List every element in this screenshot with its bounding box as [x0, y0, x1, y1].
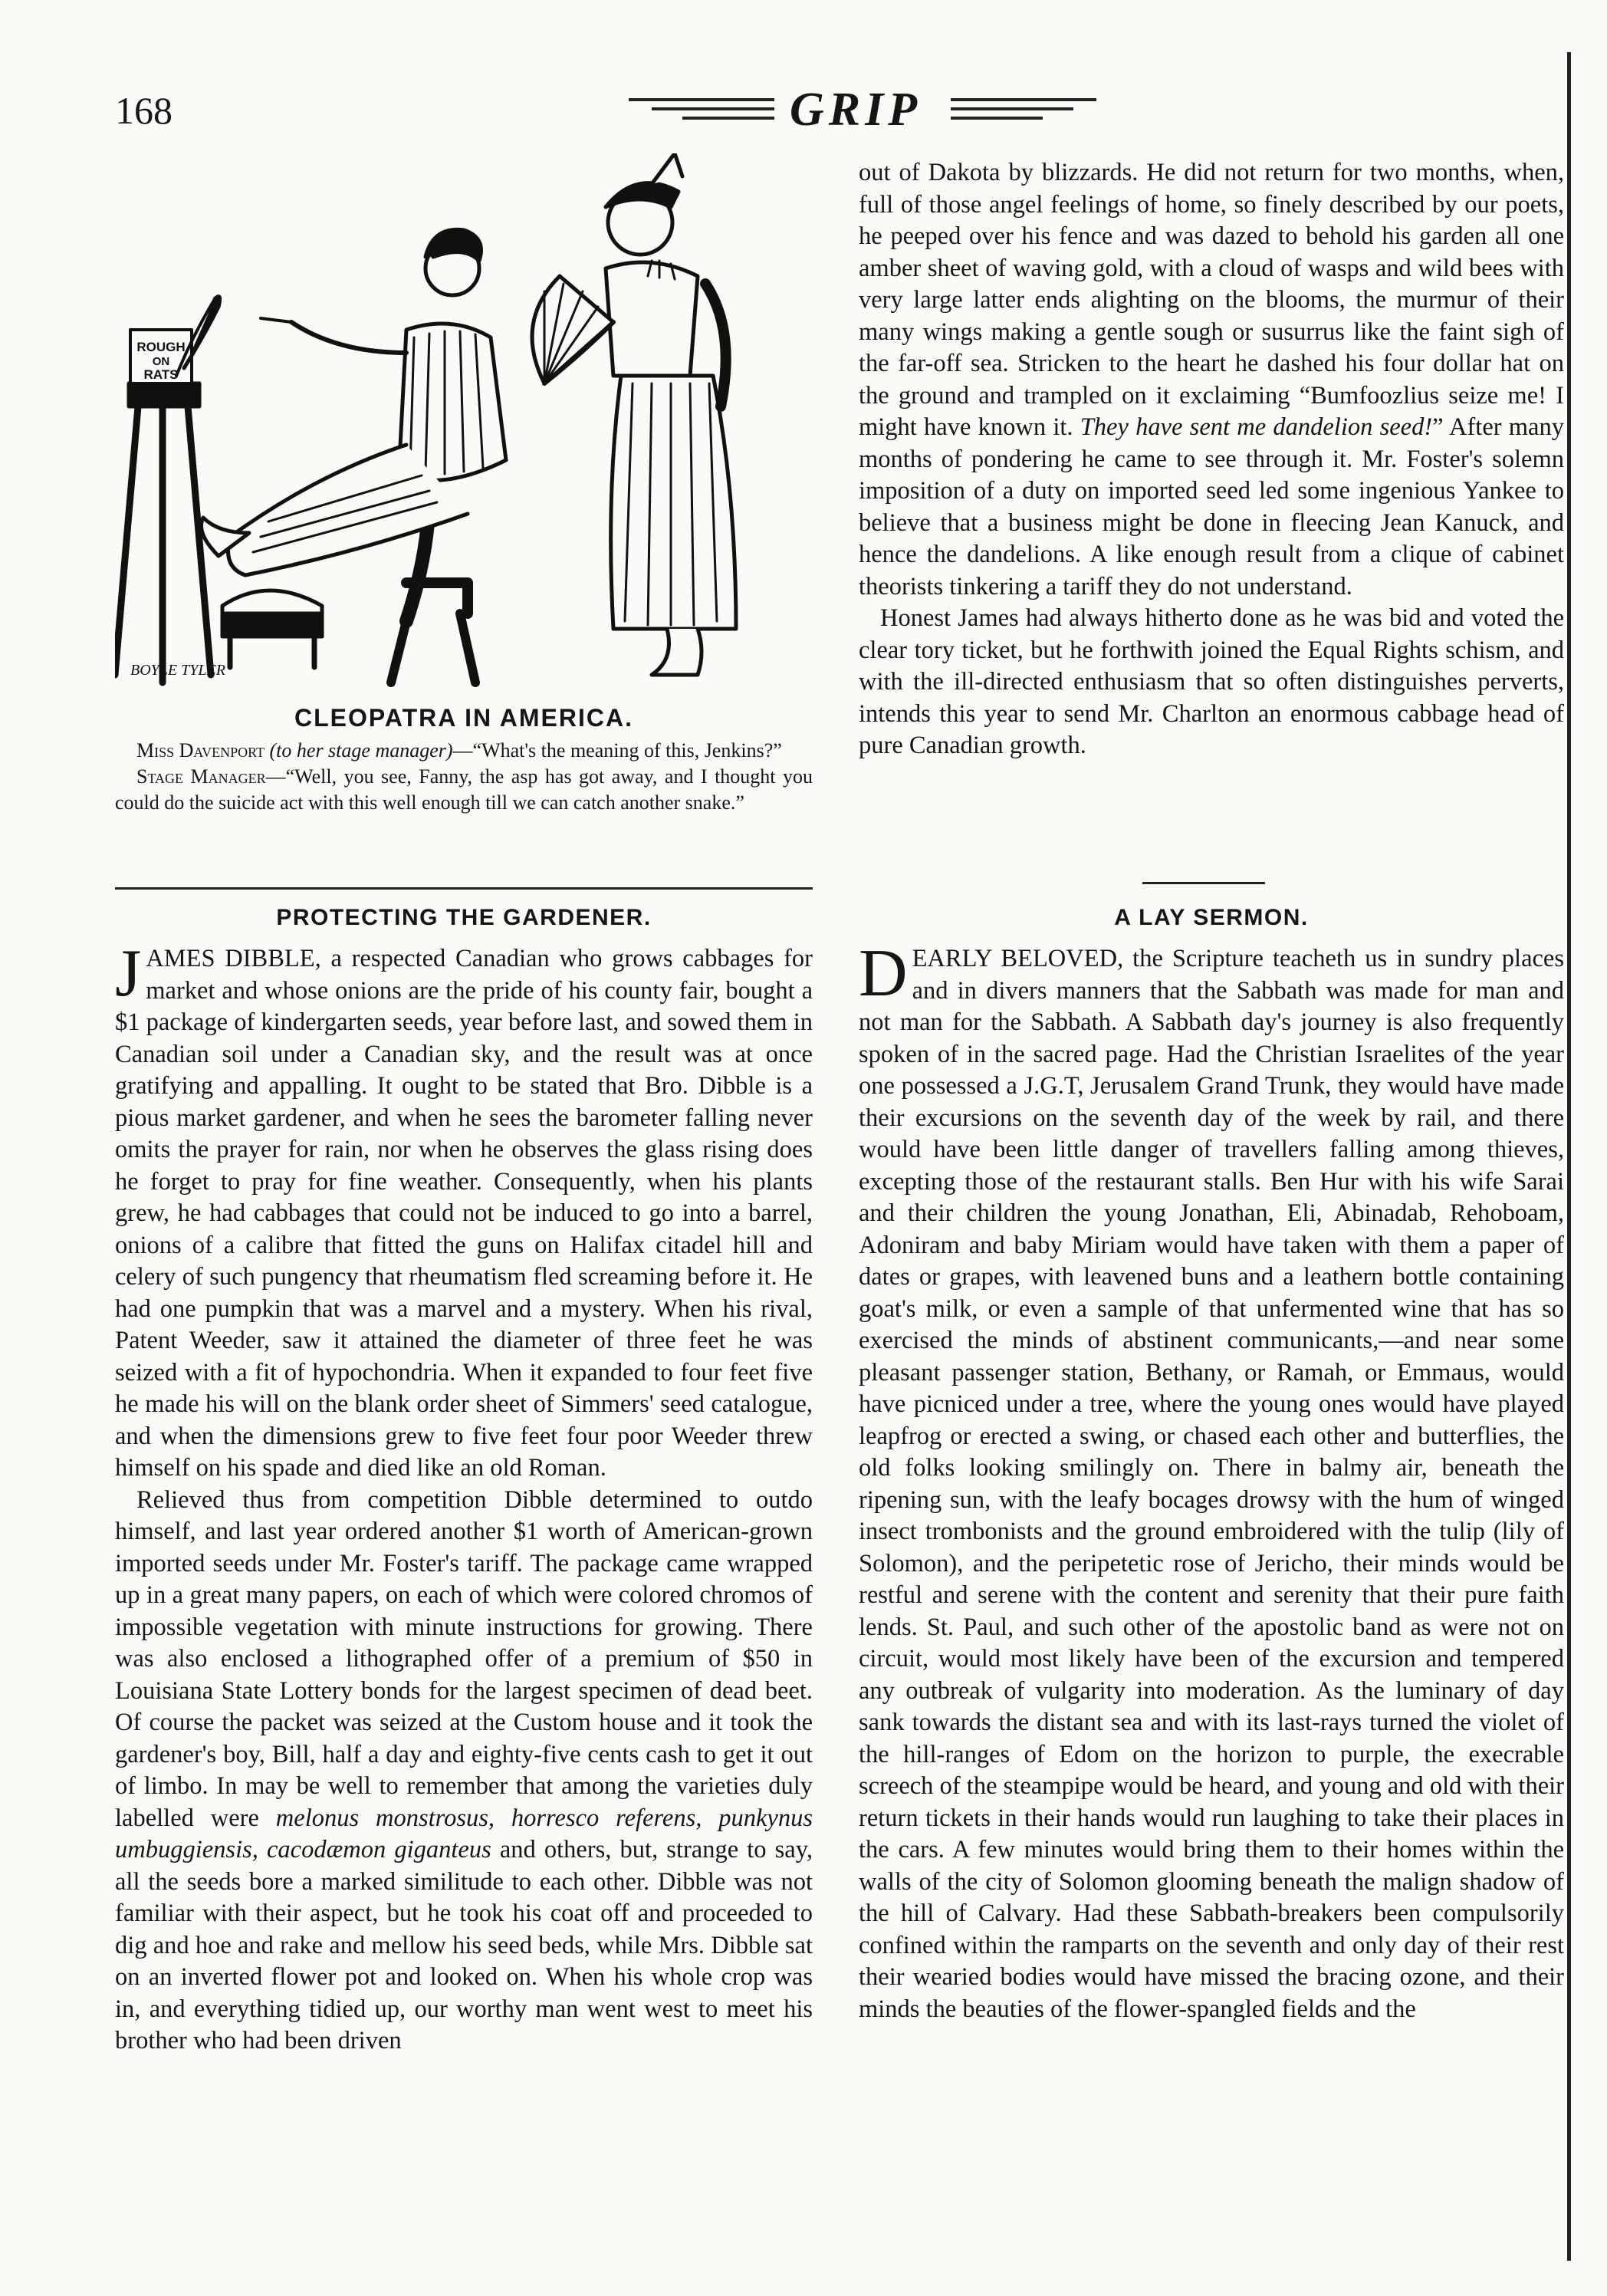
paragraph-text: out of Dakota by blizzards. He did not return for two months, when, full of those angel feelings of home, so finely described by our poets, he peeped over his fence and was dazed to behold his garden all one amber sheet of waving gold, with a cloud of wasps and wild bees with very large latter ends alighting on the blooms, the murmur of their many wings making a gentle sough or susurrus like the faint sigh of the far-off sea. Stricken to the heart he dashed his four dollar hat on the ground and trampled on it exclaiming “Bumfoozlius seize me! I might have known it. — [859, 159, 1564, 441]
article-paragraph — [859, 157, 1564, 603]
masthead-rule-right — [951, 117, 1043, 120]
paragraph-text: Relieved thus from competition Dibble determined to outdo himself, and last year ordered another $1 worth of American-grown imported seeds under Mr. Foster's tariff. The package came wrapped up in a great many papers, on each of which were colored chromos of impossible vegetation with minute instructions for growing. There was also enclosed a lithographed offer of a premium of $50 in Louisiana State Lottery bonds for the largest specimen of dead beet. Of course the packet was seized at the Custom house and it took the gardener's boy, Bill, half a day and eighty-five cents cash to get it out of limbo. In may be well to remember that among the varieties duly labelled were — [115, 1485, 813, 1832]
article-sermon-column — [859, 936, 1564, 2025]
sign-text-2: ON — [152, 355, 170, 368]
paragraph-text: and others, but, strange to say, all the seeds bore a marked similitude to each other. Dibble was not familiar with their aspect, but he took his coat off and proceeded to dig and hoe and rake and mellow his seed beds, while Mrs. Dibble sat on an inverted flower pot and looked on. When his whole crop was in, and everything tidied up, our worthy man went west to meet his brother who had been driven — [115, 1836, 813, 2054]
page-number: 168 — [115, 89, 173, 132]
caption-line-1 — [115, 738, 813, 764]
masthead-rule-left — [682, 117, 774, 120]
masthead-rule-left — [629, 98, 774, 101]
drop-cap: D — [859, 936, 908, 1011]
cartoon-signature: BOYLE TYLER — [130, 662, 225, 679]
cartoon-title: CLEOPATRA IN AMERICA. — [294, 704, 633, 732]
masthead — [613, 83, 1119, 137]
cartoon-caption — [115, 738, 813, 816]
cleopatra-cartoon — [115, 153, 813, 690]
masthead-title: GRIP — [790, 84, 922, 136]
article-heading-gardener: PROTECTING THE GARDENER. — [276, 905, 652, 930]
sign-text-3: RATS — [143, 367, 179, 382]
article-heading-sermon: A LAY SERMON. — [1114, 905, 1309, 930]
caption-text: —“What's the meaning of this, Jenkins?” — [452, 739, 782, 761]
caption-direction: (to her stage manager) — [269, 739, 453, 761]
paragraph-text: Honest James had always hitherto done as he was bid and voted the clear tory ticket, but he forthwith joined the Equal Rights schism, and with the ill-directed enthusiasm that so often distinguishes perverts, intends this year to send Mr. Charlton an enormous cabbage head of pure Canadian growth. — [859, 604, 1564, 759]
masthead-rule-right — [951, 98, 1096, 101]
section-divider — [115, 887, 813, 890]
article-paragraph — [859, 936, 1564, 2025]
paragraph-latin-names: melonus monstrosus, horresco referens, punkynus umbuggiensis, cacodæmon giganteus — [115, 1804, 813, 1863]
article-paragraph — [115, 936, 813, 1485]
section-divider — [1142, 882, 1265, 884]
paragraph-text: ” After many months of pondering he came to see through it. Mr. Foster's solemn imposition of a duty on imported seed led some ingenious Yankee to believe that a business might be done in fleecing Jean Kanuck, and hence the dandelions. A like enough result from a clique of cabinet theorists tinkering a tariff they do not understand. — [859, 413, 1564, 600]
caption-line-2 — [115, 764, 813, 816]
masthead-rule-right — [951, 107, 1073, 110]
caption-speaker: Miss Davenport — [136, 739, 265, 761]
sign-text-1: ROUGH — [136, 340, 186, 354]
paragraph-exclamation: They have sent me dandelion seed! — [1080, 413, 1433, 441]
article-paragraph — [115, 1485, 813, 2058]
paragraph-text: EARLY BELOVED, the Scripture teacheth us in sundry places and in divers manners that the Sabbath was made for man and not man for the Sabbath. A Sabbath day's journey is also frequently spoken of in the sacred page. Had the Christian Israelites of the year one possessed a J.G.T, Jerusalem Grand Trunk, they would have made their excursions on the seventh day of the week by rail, and there would have been little danger of travellers falling among thieves, excepting those of the restaurant stalls. Ben Hur with his wife Sarai and their children the young Jonathan, Eli, Abinadab, Rehoboam, Adoniram and baby Miriam would have taken with them a paper of dates or grapes, with leavened buns and a leathern bottle containing goat's milk, or even a sample of that unfermented wine that has so exercised the minds of abstinent communicants,—and near some pleasant passenger station, Bethany, or Ramah, or Emmaus, would have picniced under a tree, where the young ones would have played leapfrog or erected a swing, or chased each other and butterflies, the old folks looking smilingly on. There in balmy air, beneath the ripening sun, with the leafy bocages drowsy with the hum of winged insect trombonists and the ground embroidered with the tulip (lily of Solomon), and the peripetetic rose of Jericho, their minds would be restful and serene with the content and serenity that their pure faith lends. St. Paul, and such other of the apostolic band as were not on circuit, would most likely have been of the excursion and tempered any outbreak of vulgarity into moderation. As the luminary of day sank towards the distant sea and with its last-rays turned the violet of the hill-ranges of Edom on the horizon to purple, the execrable screech of the steampipe would be heard, and young and old with their return tickets in their hands would run laughing to take their places in the cars. A few minutes would bring them to their homes within the walls of the city of Solomon glooming beneath the malign shadow of the hill of Calvary. Had these Sabbath-breakers been compulsorily confined within the ramparts on the seventh and only day of their rest their wearied bodies would have missed the bracing ozone, and their minds the beauties of the flower-spangled fields and the — [859, 945, 1564, 2023]
caption-text: —“Well, you see, Fanny, the asp has got away, and I thought you could do the suicide act with this well enough till we can catch another snake.” — [115, 765, 813, 814]
masthead-rule-left — [652, 107, 774, 110]
page-border-line — [1567, 52, 1571, 2261]
article-gardener-continued — [859, 157, 1564, 762]
article-paragraph — [859, 603, 1564, 762]
paragraph-text: AMES DIBBLE, a respected Canadian who grows cabbages for market and whose onions are the pride of his county fair, bought a $1 package of kindergarten seeds, year before last, and sowed them in Canadian soil under a Canadian sky, and the result was at once gratifying and appalling. It ought to be stated that Bro. Dibble is a pious market gardener, and when he sees the barometer falling never omits the prayer for rain, nor when he observes the glass rising does he forget to pray for fine weather. Consequently, when his plants grew, he had cabbages that could not be induced to go into a barrel, onions of a calibre that fitted the guns on Halifax citadel hill and celery of such pungency that rheumatism fled screaming before it. He had one pumpkin that was a marvel and a mystery. When his rival, Patent Weeder, saw it attained the diameter of three feet he was seized with a fit of hypochondria. When it expanded to four feet five he made his will on the blank order sheet of Simmers' seed catalogue, and when the dimensions grew to five feet four poor Weeder threw himself on his spade and died like an old Roman. — [115, 945, 813, 1482]
drop-cap: J — [115, 936, 142, 1011]
caption-speaker: Stage Manager — [136, 765, 266, 788]
article-gardener-column — [115, 936, 813, 2058]
